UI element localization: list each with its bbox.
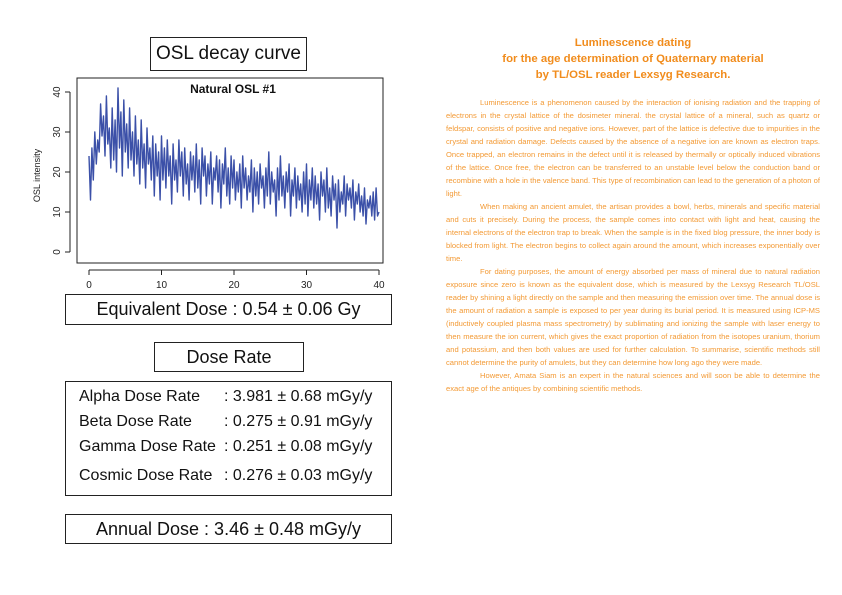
beta-dose-rate-row bbox=[79, 413, 372, 431]
equivalent-dose-box bbox=[65, 294, 392, 325]
rate-value: : 3.981 ± 0.68 mGy/y bbox=[224, 388, 373, 405]
dose-rate-title bbox=[154, 342, 304, 372]
rate-label: Beta Dose Rate bbox=[79, 413, 192, 430]
alpha-dose-rate-row bbox=[79, 388, 372, 406]
article-column bbox=[446, 35, 820, 395]
annual-dose-text: Annual Dose : 3.46 ± 0.48 mGy/y bbox=[95, 518, 362, 539]
article-paragraph: When making an ancient amulet, the artisan provides a bowl, herbs, minerals and specific material and cuts it precisely. During the process, the sample comes into contact with light and heat, causing the internal electrons of the electron trap to break. When the sample is in the fixed blog pressure, the inner body is blocked from light. The electron begins to collect again around the amount, which increases exponentially over time. bbox=[446, 202, 820, 263]
annual-dose-box bbox=[65, 514, 392, 544]
osl-decay-curve-title bbox=[150, 37, 307, 71]
equivalent-dose-text: Equivalent Dose : 0.54 ± 0.06 Gy bbox=[96, 299, 361, 319]
x-tick-label: 30 bbox=[300, 280, 313, 291]
y-tick-label: 40 bbox=[52, 86, 63, 98]
x-tick-label: 40 bbox=[373, 280, 385, 291]
article-paragraph: Luminescence is a phenomenon caused by the interaction of ionising radiation and the trapping of electrons in the crystal lattice of the dosimeter mineral. the crystal lattice of a mineral, such as quartz or feldspar, consists of positive and negative ions. However, part of the lattice is defective due to impurities in the crystal and radiation damage. Defects caused by the absence of a negative ion are known as electron traps. Once trapped, an electron remains in the defect until it is released by thermally or optically induced vibrations of the lattice. Once free, the electron can be transferred to an unstable level below the conduction band or recombine with a hole in the valence band. This type of recombination can lead to the generation of a photon of light. bbox=[446, 98, 820, 198]
chart-series-group bbox=[89, 88, 379, 228]
article-paragraph: However, Amata Siam is an expert in the natural sciences and will soon be able to determine the exact age of the antiques by combining scientific methods. bbox=[446, 371, 820, 393]
x-tick-label: 10 bbox=[155, 280, 168, 291]
x-tick-label: 20 bbox=[228, 280, 240, 291]
article-title-line: for the age determination of Quaternary material bbox=[502, 53, 764, 65]
x-tick-label: 0 bbox=[86, 280, 92, 291]
rate-value: : 0.251 ± 0.08 mGy/y bbox=[224, 438, 373, 455]
y-tick-label: 0 bbox=[52, 249, 63, 255]
article-title-line: Luminescence dating bbox=[574, 37, 692, 49]
rate-value: : 0.275 ± 0.91 mGy/y bbox=[224, 413, 373, 430]
series-line-1 bbox=[89, 88, 379, 228]
y-tick-label: 30 bbox=[52, 126, 63, 138]
article-title-line: by TL/OSL reader Lexsyg Research. bbox=[535, 69, 731, 81]
y-tick-label: 20 bbox=[52, 166, 63, 178]
rate-label: Alpha Dose Rate bbox=[79, 388, 200, 405]
rate-label: Gamma Dose Rate bbox=[79, 438, 216, 455]
y-tick-label: 10 bbox=[52, 206, 63, 218]
osl-decay-curve-title-text: OSL decay curve bbox=[155, 43, 302, 64]
gamma-dose-rate-row bbox=[79, 438, 372, 456]
osl-decay-chart bbox=[28, 76, 390, 294]
article-paragraph: For dating purposes, the amount of energy absorbed per mass of mineral due to natural radiation exposure since zero is known as the equivalent dose, which is measured by the Lexsyg Research TL/OSL reader by shining a light directly on the sample and then measuring the emission over time. The annual dose is the amount of radiation a sample is exposed to per year during its burial period. It is measured using ICP-MS (inductively coupled plasma mass spectrometry) by sublimating and ionizing the sample with laser energy to then measure the ion current, which gives the exact proportion of radiation from the isotopes uranium, thorium and potassium, and then both values are used for further calculation. To summarise, scientific methods still cannot determine the purity of amulets, but they can determine how long ago they were made. bbox=[446, 267, 820, 367]
chart-title: Natural OSL #1 bbox=[190, 82, 276, 96]
article-title bbox=[446, 35, 820, 83]
rate-label: Cosmic Dose Rate bbox=[79, 467, 213, 484]
cosmic-dose-rate-row bbox=[79, 467, 372, 485]
article-body bbox=[446, 96, 820, 395]
rate-value: : 0.276 ± 0.03 mGy/y bbox=[224, 467, 373, 484]
dose-rates-box bbox=[65, 381, 392, 496]
dose-rate-title-text: Dose Rate bbox=[186, 346, 272, 367]
chart-ylabel: OSL intensity bbox=[32, 148, 42, 203]
